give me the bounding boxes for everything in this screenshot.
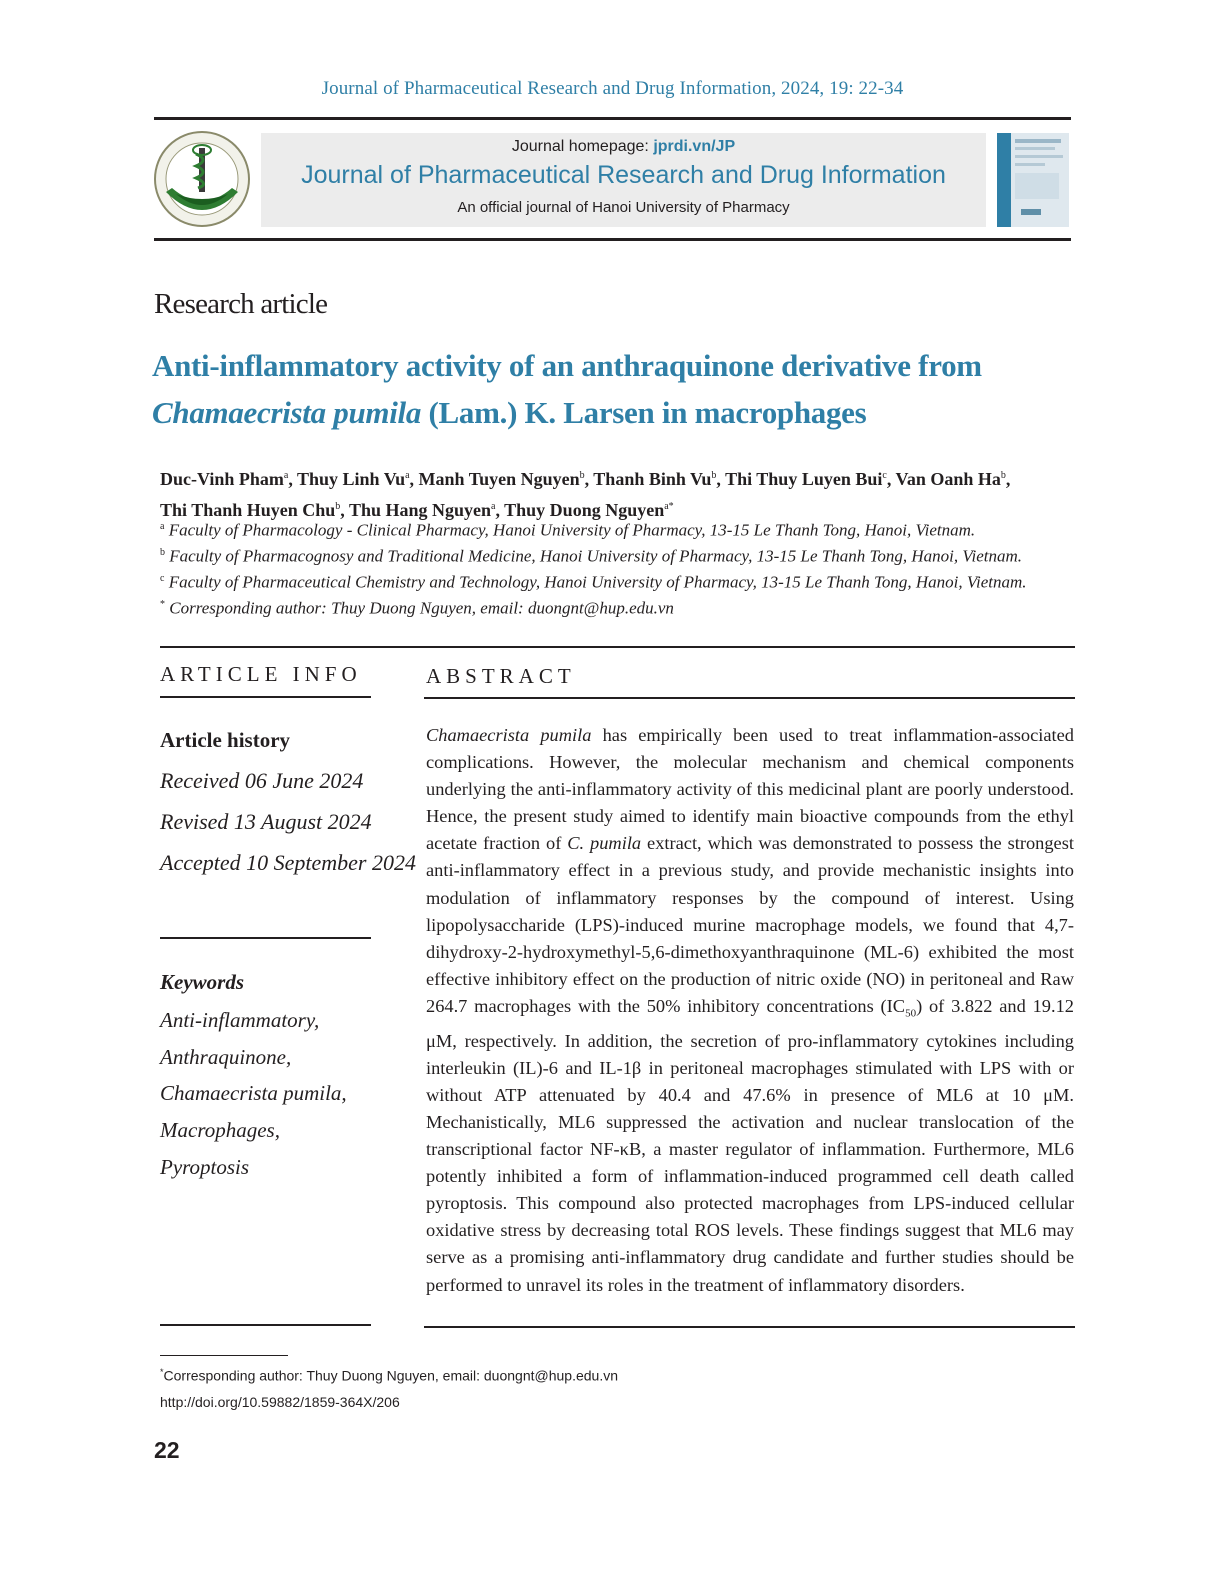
journal-name: Journal of Pharmaceutical Research and Drug Information: [301, 161, 946, 189]
author: [297, 469, 419, 489]
author-name: Thi Thuy Luyen Bui: [725, 469, 883, 489]
doi-link[interactable]: http://doi.org/10.59882/1859-364X/206: [160, 1394, 400, 1410]
author-affiliation-mark: c: [882, 470, 887, 481]
author-affiliation-mark: b: [711, 470, 717, 481]
footnote-rule: [160, 1355, 288, 1356]
section-top-rule: [160, 646, 1075, 648]
author-affiliation-mark: a: [283, 470, 289, 481]
article-info-heading: ARTICLE INFO: [160, 662, 362, 686]
affiliation-c: [160, 568, 1075, 594]
keyword: Macrophages,: [160, 1118, 280, 1142]
affiliation-corresponding: [160, 594, 1075, 620]
author-affiliation-mark: a*: [664, 501, 674, 512]
author: [593, 469, 725, 489]
article-title: [152, 342, 1072, 436]
journal-banner: [261, 133, 986, 227]
author-affiliation-mark: b: [579, 470, 585, 481]
abstract-rule: [424, 697, 1075, 699]
author-name: Thuy Duong Nguyen: [504, 500, 665, 520]
author-name: Thu Hang Nguyen: [348, 500, 492, 520]
author-separator: ,: [340, 500, 349, 520]
author-separator: ,: [886, 469, 896, 489]
keyword: Chamaecrista pumila,: [160, 1081, 347, 1105]
author: [725, 469, 895, 489]
article-info-rule: [160, 696, 371, 698]
keyword: Pyroptosis: [160, 1155, 250, 1179]
author-list: [160, 462, 1075, 524]
author: [160, 469, 297, 489]
abstract-body: [426, 722, 1074, 1299]
author-separator: ,: [288, 469, 297, 489]
affiliation-text: Faculty of Pharmaceutical Chemistry and Technology, Hanoi University of Pharmacy, 13-15 Le Thanh Tong, Hanoi, Vietnam.: [168, 572, 1027, 592]
affiliation-text: Faculty of Pharmacognosy and Traditional Medicine, Hanoi University of Pharmacy, 13-15 Le Thanh Tong, Hanoi, Vietnam.: [169, 546, 1023, 566]
footnote-corresponding: [160, 1367, 618, 1384]
keyword: Anti-inflammatory,: [160, 1008, 320, 1032]
affiliation-mark: *: [160, 599, 165, 610]
author-name: Duc-Vinh Pham: [160, 469, 284, 489]
author-affiliation-mark: b: [1000, 470, 1006, 481]
revised-date: Revised 13 August 2024: [160, 809, 372, 834]
author-affiliation-mark: a: [491, 501, 496, 512]
abstract-species-short: C. pumila: [567, 833, 642, 854]
affiliation-mark: a: [160, 521, 165, 532]
header-bottom-rule: [154, 238, 1071, 241]
affiliation-mark: b: [160, 547, 165, 558]
footnote-mark: *: [160, 1367, 164, 1377]
ic50-subscript: 50: [905, 1007, 917, 1020]
author-name: Thi Thanh Huyen Chu: [160, 500, 336, 520]
affiliation-b: [160, 542, 1075, 568]
abstract-text-3: ) of 3.822 and 19.12 μM, respectively. In addition, the secretion of pro-inflammatory cytokines including interleukin (IL)-6 and IL-1β in peritoneal macrophages stimulated with LPS with or without ATP attenuated by 40.4 and 47.6% in presence of ML6 at 10 μM. Mechanistically, ML6 suppressed the activation and nuclear translocation of the transcriptional factor NF-κB, a master regulator of inflammation. Furthermore, ML6 potently inhibited a form of inflammation-induced programmed cell death called pyroptosis. This compound also protected macrophages from LPS-induced cellular oxidative stress by decreasing total ROS levels. These findings suggest that ML6 may serve as a promising anti-inflammatory drug candidate and further studies should be performed to unravel its roles in the treatment of inflammatory disorders.: [426, 995, 1074, 1295]
author: [896, 469, 1011, 489]
author-name: Manh Tuyen Nguyen: [418, 469, 580, 489]
author-separator: ,: [495, 500, 505, 520]
author-separator: ,: [409, 469, 419, 489]
article-history-heading: Article history: [160, 728, 291, 752]
abstract-bottom-rule: [424, 1326, 1075, 1328]
keywords-heading: Keywords: [160, 970, 244, 994]
affiliation-a: [160, 516, 1075, 542]
journal-cover-image: [997, 133, 1069, 227]
affiliation-text: Faculty of Pharmacology - Clinical Pharmacy, Hanoi University of Pharmacy, 13-15 Le Thanh Tong, Hanoi, Vietnam.: [168, 520, 976, 540]
title-line-2: [152, 389, 1072, 436]
author-name: Thuy Linh Vu: [297, 469, 406, 489]
article-type: Research article: [154, 288, 328, 320]
title-species: Chamaecrista pumila: [152, 395, 422, 430]
keyword: Anthraquinone,: [160, 1045, 292, 1069]
university-logo: [152, 130, 252, 228]
journal-subtitle: An official journal of Hanoi University of Pharmacy: [457, 199, 790, 216]
abstract-species: Chamaecrista pumila: [426, 725, 592, 745]
author-name: Van Oanh Ha: [895, 469, 1001, 489]
keywords-divider: [160, 1324, 371, 1326]
footnote-corresponding-text: Corresponding author: Thuy Duong Nguyen, email: duongnt@hup.edu.vn: [163, 1367, 618, 1384]
author: [419, 469, 594, 489]
received-date: Received 06 June 2024: [160, 768, 364, 793]
title-line-1: Anti-inflammatory activity of an anthraquinone derivative from: [152, 348, 982, 383]
journal-homepage: [261, 138, 986, 156]
abstract-heading: ABSTRACT: [426, 664, 576, 688]
abstract-text-1: has empirically been used to treat inflammation-associated complications. However, the molecular mechanism and chemical components underlying the anti-inflammatory activity of this medicinal plant are poorly understood. Hence, the present study aimed to identify main bioactive compounds from the ethyl acetate fraction of: [426, 725, 1074, 854]
journal-homepage-link[interactable]: jprdi.vn/JP: [653, 138, 736, 155]
homepage-prefix: Journal homepage:: [511, 138, 654, 155]
author-affiliation-mark: b: [335, 501, 341, 512]
page-number: 22: [154, 1437, 180, 1463]
affiliation-mark: c: [160, 573, 165, 584]
running-head: Journal of Pharmaceutical Research and Drug Information, 2024, 19: 22-34: [321, 78, 904, 99]
accepted-date: Accepted 10 September 2024: [160, 850, 416, 875]
author-separator: ,: [584, 469, 594, 489]
affiliation-text: Corresponding author: Thuy Duong Nguyen, email: duongnt@hup.edu.vn: [169, 598, 674, 618]
author-separator: ,: [1005, 469, 1011, 489]
author-affiliation-mark: a: [405, 470, 410, 481]
author-separator: ,: [716, 469, 726, 489]
header-top-rule: [154, 117, 1071, 120]
history-divider: [160, 937, 371, 939]
title-rest: (Lam.) K. Larsen in macrophages: [421, 395, 867, 430]
author-name: Thanh Binh Vu: [593, 469, 712, 489]
abstract-text-2: extract, which was demonstrated to possess the strongest anti-inflammatory effect in a previous study, and provide mechanistic insights into modulation of inflammatory responses by the compound of interest. Using lipopolysaccharide (LPS)-induced murine macrophage models, we found that 4,7-dihydroxy-2-hydroxymethyl-5,6-dimethoxyanthraquinone (ML-6) exhibited the most effective inhibitory effect on the production of nitric oxide (NO) in peritoneal and Raw 264.7 macrophages with the 50% inhibitory concentrations (IC: [426, 833, 1074, 1016]
